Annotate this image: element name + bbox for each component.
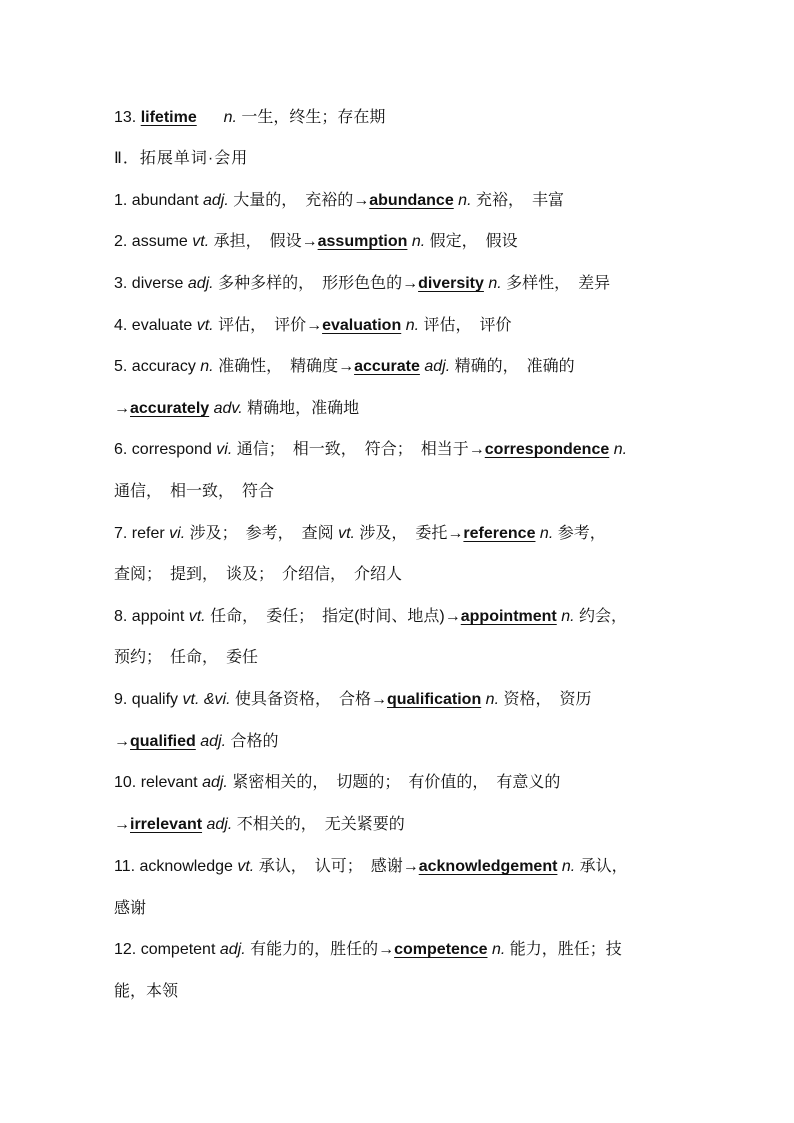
derived-word: qualification bbox=[386, 691, 482, 708]
vocab-entry-11-cont: 感谢 bbox=[114, 900, 147, 917]
part-of-speech: vt. &vi. bbox=[182, 691, 231, 708]
definition: 资格， 资历 bbox=[503, 691, 592, 708]
part-of-speech: vt. bbox=[237, 858, 255, 875]
vocab-entry-12 bbox=[114, 940, 754, 960]
part-of-speech: adj. bbox=[200, 733, 227, 750]
part-of-speech: vt. bbox=[188, 608, 206, 625]
entry-head: 4. evaluate bbox=[114, 317, 193, 334]
part-of-speech: n. bbox=[561, 858, 576, 875]
derived-word: acknowledgement bbox=[418, 858, 558, 875]
part-of-speech: n. bbox=[561, 608, 575, 625]
vocab-entry-5 bbox=[114, 357, 754, 377]
definition: 涉及， 委托→ bbox=[359, 525, 464, 542]
derived-word: diversity bbox=[418, 275, 484, 292]
vocab-word: lifetime bbox=[140, 109, 197, 126]
definition: 不相关的， 无关紧要的 bbox=[236, 816, 405, 833]
part-of-speech: n. bbox=[491, 941, 506, 958]
vocab-entry-5-cont bbox=[114, 399, 754, 419]
vocab-entry-6 bbox=[114, 440, 754, 460]
part-of-speech: adj. bbox=[424, 358, 451, 375]
definition: 合格的 bbox=[230, 733, 279, 750]
vocab-entry-12-cont: 能，本领 bbox=[114, 983, 179, 1000]
part-of-speech: adv. bbox=[213, 400, 243, 417]
entry-head: 8. appoint bbox=[114, 608, 185, 625]
entry-head: 5. accuracy bbox=[114, 358, 196, 375]
part-of-speech: adj. bbox=[202, 774, 228, 791]
part-of-speech: n. bbox=[405, 317, 420, 334]
entry-head: 3. diverse bbox=[114, 275, 184, 292]
part-of-speech: n. bbox=[411, 233, 426, 250]
definition: 评估， 评价→ bbox=[218, 317, 323, 334]
part-of-speech: adj. bbox=[187, 275, 214, 292]
part-of-speech: vi. bbox=[169, 525, 186, 542]
part-of-speech: vt. bbox=[192, 233, 210, 250]
definition: 承认， bbox=[579, 858, 628, 875]
entry-head: 6. correspond bbox=[114, 441, 212, 458]
derived-word: correspondence bbox=[484, 441, 610, 458]
vocab-entry-10 bbox=[114, 773, 754, 793]
definition: 参考， bbox=[557, 525, 606, 542]
derived-word: reference bbox=[463, 525, 536, 542]
vocab-entry-1 bbox=[114, 191, 754, 211]
part-of-speech: adj. bbox=[202, 192, 229, 209]
part-of-speech: vi. bbox=[216, 441, 233, 458]
vocab-entry-13 bbox=[114, 108, 754, 128]
entry-head: 12. competent bbox=[114, 941, 216, 958]
arrow: → bbox=[114, 733, 130, 750]
definition: 任命， 委任； 指定(时间、地点)→ bbox=[210, 608, 461, 625]
vocab-entry-4 bbox=[114, 316, 754, 336]
definition: 有能力的，胜任的→ bbox=[250, 941, 395, 958]
vocab-entry-7-cont: 查阅； 提到， 谈及； 介绍信， 介绍人 bbox=[114, 566, 403, 583]
entry-head: 10. relevant bbox=[114, 774, 198, 791]
entry-head: 1. abundant bbox=[114, 192, 199, 209]
vocab-entry-7 bbox=[114, 524, 754, 544]
part-of-speech: n. bbox=[485, 691, 500, 708]
part-of-speech: n. bbox=[613, 441, 628, 458]
definition: 紧密相关的， 切题的； 有价值的， 有意义的 bbox=[232, 774, 561, 791]
derived-word: irrelevant bbox=[130, 816, 203, 833]
definition: 评估， 评价 bbox=[423, 317, 512, 334]
definition: 一生，终生；存在期 bbox=[241, 109, 386, 126]
definition: 使具备资格， 合格→ bbox=[234, 691, 387, 708]
vocab-entry-2 bbox=[114, 232, 754, 252]
vocab-entry-9 bbox=[114, 690, 754, 710]
definition: 假定， 假设 bbox=[429, 233, 518, 250]
definition: 大量的， 充裕的→ bbox=[233, 192, 370, 209]
part-of-speech: n. bbox=[458, 192, 472, 209]
part-of-speech: vt. bbox=[338, 525, 355, 542]
derived-word: qualified bbox=[130, 733, 196, 750]
definition: 承认， 认可； 感谢→ bbox=[258, 858, 419, 875]
vocab-entry-8 bbox=[114, 607, 754, 627]
part-of-speech: adj. bbox=[219, 941, 246, 958]
arrow: → bbox=[114, 400, 130, 417]
derived-word: assumption bbox=[317, 233, 408, 250]
entry-head: 2. assume bbox=[114, 233, 188, 250]
definition: 约会， bbox=[579, 608, 628, 625]
part-of-speech: adj. bbox=[206, 816, 233, 833]
arrow: → bbox=[114, 816, 130, 833]
derived-word: evaluation bbox=[322, 317, 402, 334]
derived-word: accurate bbox=[354, 358, 420, 375]
part-of-speech: n. bbox=[539, 525, 554, 542]
entry-head: 9. qualify bbox=[114, 691, 179, 708]
derived-word: competence bbox=[394, 941, 488, 958]
vocab-entry-9-cont bbox=[114, 732, 754, 752]
entry-number: 13. bbox=[114, 109, 137, 126]
definition: 涉及； 参考， 查阅 bbox=[189, 525, 334, 542]
derived-word: accurately bbox=[130, 400, 210, 417]
definition: 多样性， 差异 bbox=[506, 275, 611, 292]
vocab-entry-3 bbox=[114, 274, 754, 294]
section-heading: Ⅱ．拓展单词·会用 bbox=[114, 150, 249, 167]
definition: 精确的， 准确的 bbox=[454, 358, 575, 375]
entry-head: 7. refer bbox=[114, 525, 165, 542]
definition: 精确地，准确地 bbox=[247, 400, 360, 417]
definition: 多种多样的， 形形色色的→ bbox=[218, 275, 419, 292]
definition: 承担， 假设→ bbox=[213, 233, 318, 250]
part-of-speech: n. bbox=[488, 275, 502, 292]
definition: 能力，胜任；技 bbox=[509, 941, 622, 958]
vocab-entry-11 bbox=[114, 857, 754, 877]
definition: 准确性， 精确度→ bbox=[218, 358, 355, 375]
entry-head: 11. acknowledge bbox=[114, 858, 233, 875]
vocab-entry-10-cont bbox=[114, 815, 754, 835]
vocab-entry-6-cont: 通信， 相一致， 符合 bbox=[114, 483, 275, 500]
definition: 通信； 相一致， 符合； 相当于→ bbox=[236, 441, 485, 458]
part-of-speech: n. bbox=[223, 109, 237, 126]
vocab-entry-8-cont: 预约； 任命， 委任 bbox=[114, 649, 259, 666]
derived-word: appointment bbox=[460, 608, 557, 625]
derived-word: abundance bbox=[369, 192, 454, 209]
definition: 充裕， 丰富 bbox=[475, 192, 564, 209]
part-of-speech: n. bbox=[200, 358, 214, 375]
part-of-speech: vt. bbox=[196, 317, 214, 334]
